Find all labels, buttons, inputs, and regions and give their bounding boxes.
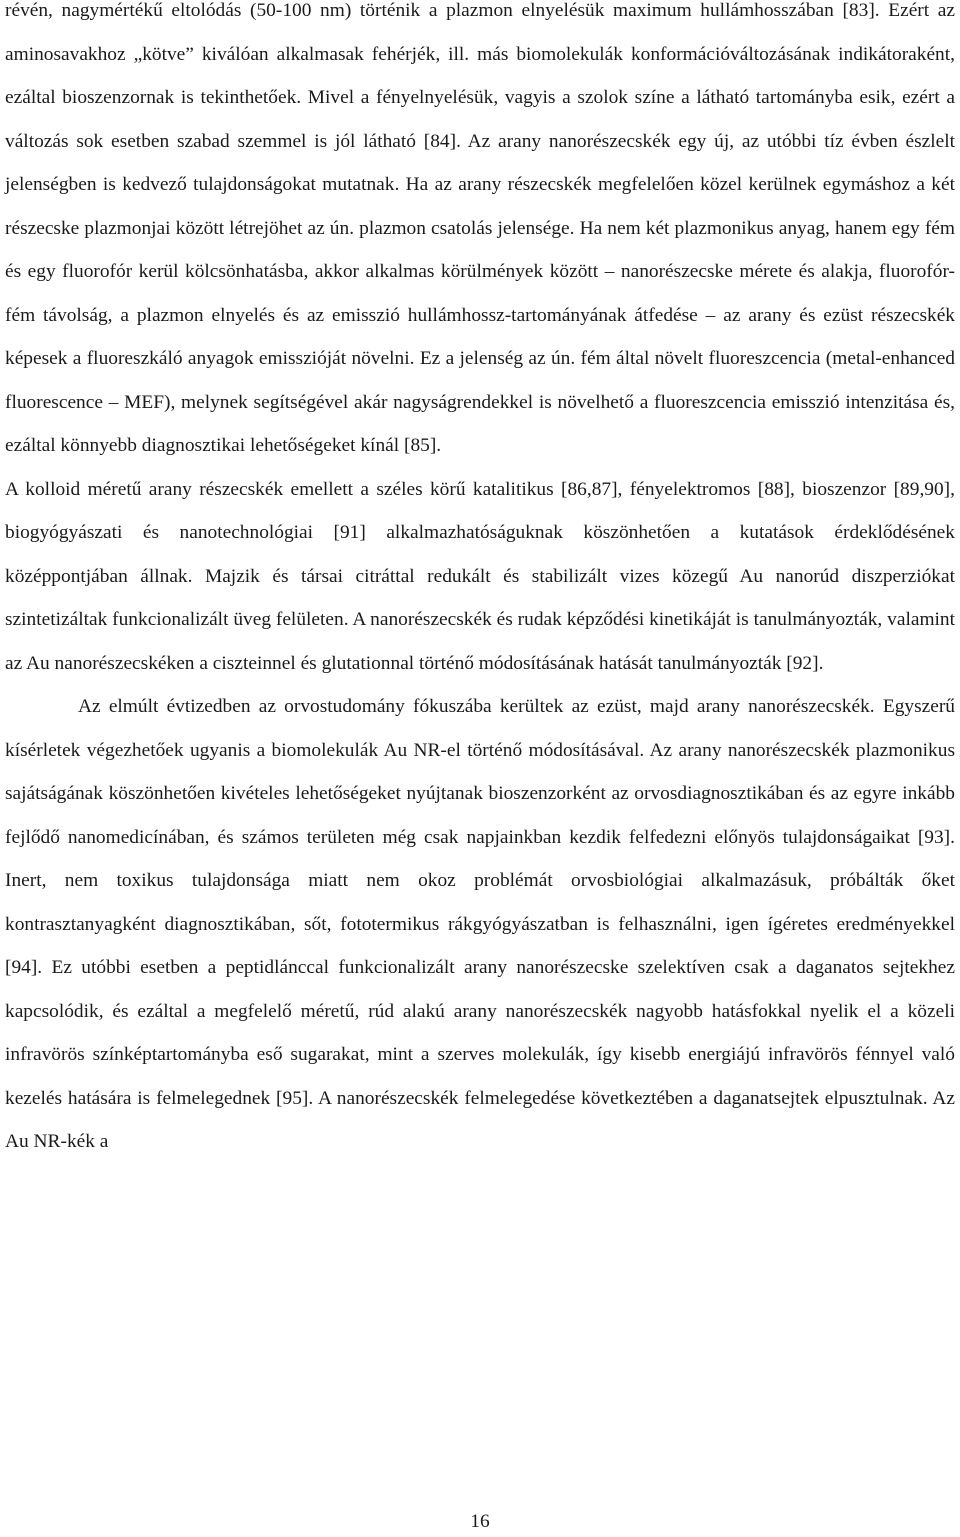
document-page (5, 0, 955, 1164)
paragraph-1: révén, nagymértékű eltolódás (50-100 nm) történik a plazmon elnyelésük maximum hullámhosszában [83]. Ezért az aminosavakhoz „kötve” kiválóan alkalmasak fehérjék, ill. más biomolekulák konformációváltozásának indikátoraként, ezáltal bioszenzornak is tekinthetőek. Mivel a fényelnyelésük, vagyis a szolok színe a látható tartományba esik, ezért a változás sok esetben szabad szemmel is jól látható [84]. Az arany nanorészecskék egy új, az utóbbi tíz évben észlelt jelenségben is kedvező tulajdonságokat mutatnak. Ha az arany részecskék megfelelően közel kerülnek egymáshoz a két részecske plazmonjai között létrejöhet az ún. plazmon csatolás jelensége. Ha nem két plazmonikus anyag, hanem egy fém és egy fluorofór kerül kölcsönhatásba, akkor alkalmas körülmények között – nanorészecske mérete és alakja, fluorofór-fém távolság, a plazmon elnyelés és az emisszió hullámhossz-tartományának átfedése – az arany és ezüst részecskék képesek a fluoreszkáló anyagok emisszióját növelni. Ez a jelenség az ún. fém által növelt fluoreszcencia (metal-enhanced fluorescence – MEF), melynek segítségével akár nagyságrendekkel is növelhető a fluoreszcencia emisszió intenzitása és, ezáltal könnyebb diagnosztikai lehetőségeket kínál [85]. (5, 0, 955, 456)
paragraph-2: A kolloid méretű arany részecskék emellett a széles körű katalitikus [86,87], fényelektromos [88], bioszenzor [89,90], biogyógyászati és nanotechnológiai [91] alkalmazhatóságuknak köszönhetően a kutatások érdeklődésének középpontjában állnak. Majzik és társai citráttal redukált és stabilizált vizes közegű Au nanorúd diszperziókat szintetizáltak funkcionalizált üveg felületen. A nanorészecskék és rudak képződési kinetikáját is tanulmányozták, valamint az Au nanorészecskéken a ciszteinnel és glutationnal történő módosításának hatását tanulmányozták [92]. (5, 478, 955, 674)
page-number: 16 (470, 1511, 490, 1532)
paragraph-3: Az elmúlt évtizedben az orvostudomány fókuszába kerültek az ezüst, majd arany nanorészecskék. Egyszerű kísérletek végezhetőek ugyanis a biomolekulák Au NR-el történő módosításával. Az arany nanorészecskék plazmonikus sajátságának köszönhetően kivételes lehetőségeket nyújtanak bioszenzorként az orvosdiagnosztikában és az egyre inkább fejlődő nanomedicínában, és számos területen még csak napjainkban kezdik felfedezni előnyös tulajdonságaikat [93]. Inert, nem toxikus tulajdonsága miatt nem okoz problémát orvosbiológiai alkalmazásuk, próbálták őket kontrasztanyagként diagnosztikában, sőt, fototermikus rákgyógyászatban is felhasználni, igen ígéretes eredményekkel [94]. Ez utóbbi esetben a peptidlánccal funkcionalizált arany nanorészecske szelektíven csak a daganatos sejtekhez kapcsolódik, és ezáltal a megfelelő méretű, rúd alakú arany nanorészecskék nagyobb hatásfokkal nyelik el a közeli infravörös színképtartományba eső sugarakat, mint a szerves molekulák, így kisebb energiájú infravörös fénnyel való kezelés hatására is felmelegednek [95]. A nanorészecskék felmelegedése következtében a daganatsejtek elpusztulnak. Az Au NR-kék a (5, 696, 955, 1152)
